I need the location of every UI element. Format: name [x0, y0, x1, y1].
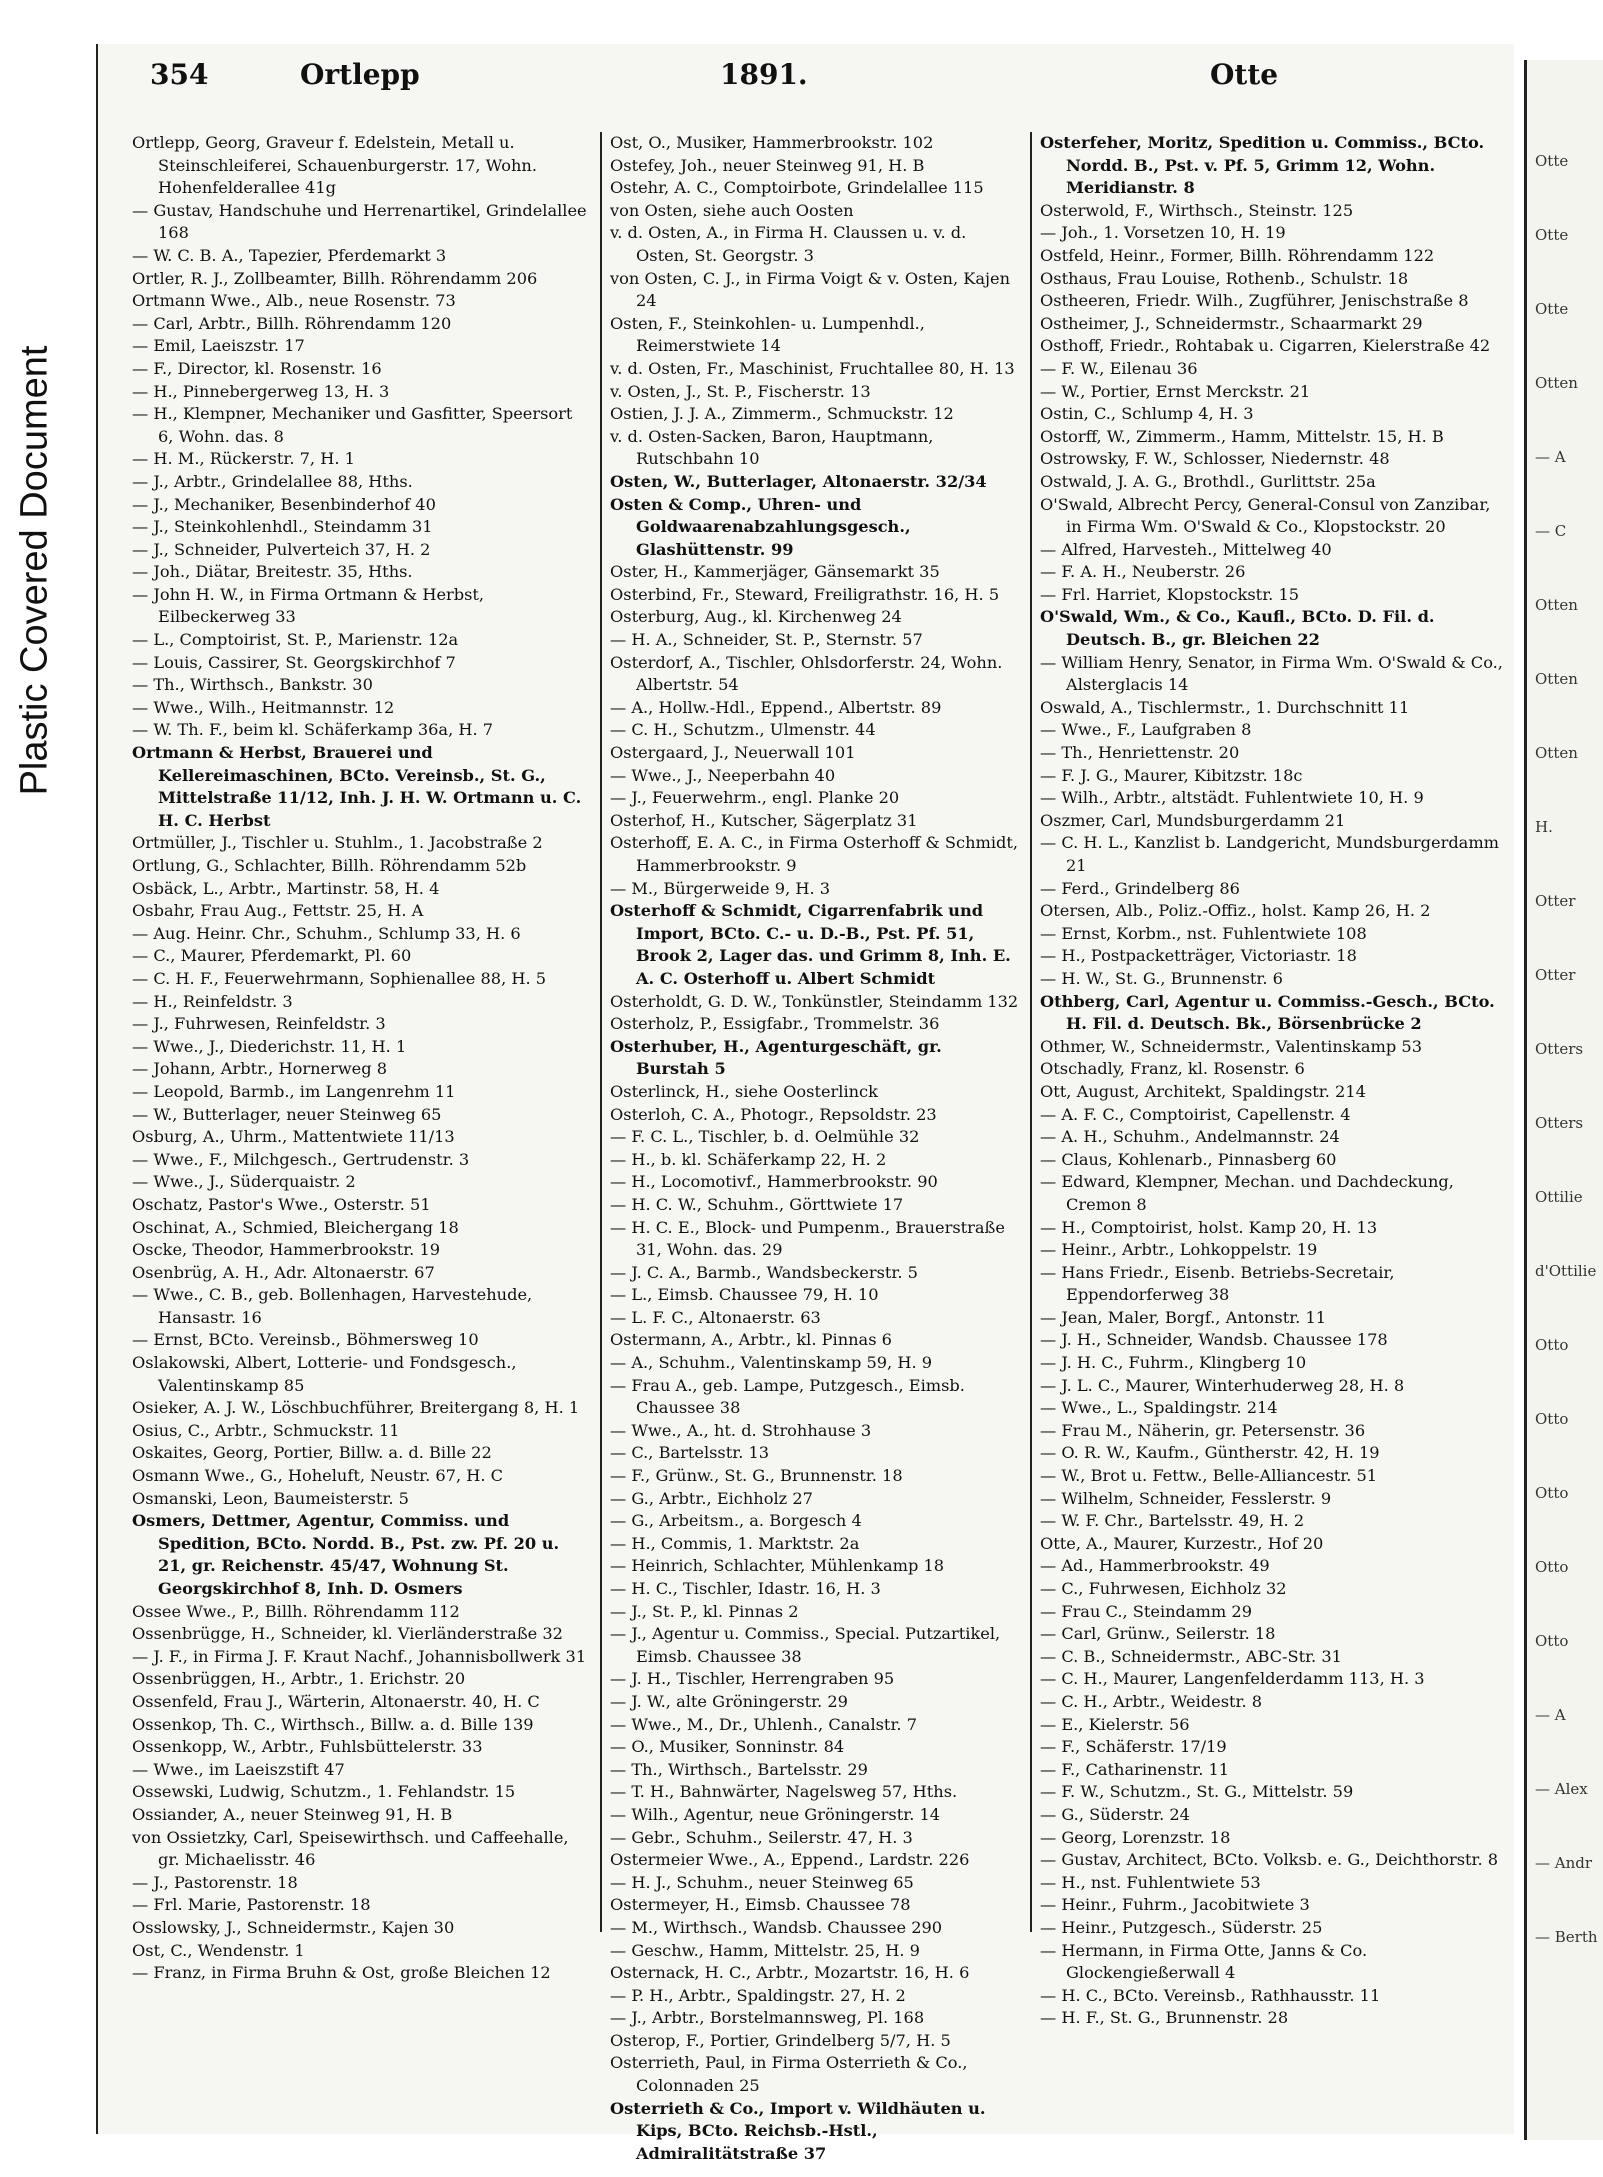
directory-entry: — C. H. F., Feuerwehrmann, Sophienallee 88, H. 5: [132, 968, 547, 988]
directory-entry: Osterrieth, Paul, in Firma Osterrieth & Co., Colonnaden 25: [610, 2053, 968, 2096]
directory-entry: — John H. W., in Firma Ortmann & Herbst, Eilbeckerweg 33: [132, 584, 485, 627]
directory-entry: — T. H., Bahnwärter, Nagelsweg 57, Hths.: [610, 1782, 958, 1802]
directory-entry: — A., Schuhm., Valentinskamp 59, H. 9: [610, 1353, 933, 1373]
directory-entry: von Osten, siehe auch Oosten: [610, 200, 854, 220]
directory-entry: — J. C. A., Barmb., Wandsbeckerstr. 5: [610, 1262, 918, 1282]
directory-entry: Ossiander, A., neuer Steinweg 91, H. B: [132, 1804, 453, 1824]
directory-entry: Osterwold, F., Wirthsch., Steinstr. 125: [1040, 200, 1354, 220]
directory-entry: Ossee Wwe., P., Billh. Röhrendamm 112: [132, 1601, 460, 1621]
directory-entry: — Wwe., J., Süderquaistr. 2: [132, 1172, 356, 1192]
adjacent-page-fragment: d'Ottilie: [1535, 1262, 1597, 1280]
directory-entry: — W. C. B. A., Tapezier, Pferdemarkt 3: [132, 245, 447, 265]
directory-entry: Ossenbrügge, H., Schneider, kl. Vierländerstraße 32: [132, 1624, 563, 1644]
directory-entry: — Hans Friedr., Eisenb. Betriebs-Secretair, Eppendorferweg 38: [1040, 1262, 1395, 1305]
page-number: 354: [150, 58, 209, 91]
directory-entry: — Frau A., geb. Lampe, Putzgesch., Eimsb. Chaussee 38: [610, 1375, 965, 1418]
directory-entry: — H., Klempner, Mechaniker und Gasfitter, Speersort 6, Wohn. das. 8: [132, 404, 573, 446]
directory-entry: — Wwe., L., Spaldingstr. 214: [1040, 1398, 1278, 1418]
directory-entry: Ortmann Wwe., Alb., neue Rosenstr. 73: [132, 291, 456, 311]
directory-entry: — H. C. W., Schuhm., Görttwiete 17: [610, 1194, 904, 1214]
directory-entry: Osterfeher, Moritz, Spedition u. Commiss., BCto. Nordd. B., Pst. v. Pf. 5, Grimm 12, Wohn. Meridianstr. 8: [1040, 133, 1485, 198]
directory-entry: Ostwald, J. A. G., Brothdl., Gurlittstr. 25a: [1040, 471, 1376, 491]
directory-entry: Osterbind, Fr., Steward, Freiligrathstr. 16, H. 5: [610, 584, 1000, 604]
directory-entry: — Wwe., Wilh., Heitmannstr. 12: [132, 697, 395, 717]
directory-entry: — H., Commis, 1. Marktstr. 2a: [610, 1533, 860, 1553]
directory-entry: Osterhoff, E. A. C., in Firma Osterhoff & Schmidt, Hammerbrookstr. 9: [610, 833, 1019, 875]
directory-entry: Osterburg, Aug., kl. Kirchenweg 24: [610, 607, 902, 627]
directory-entry: — H. C., Tischler, Idastr. 16, H. 3: [610, 1579, 881, 1598]
directory-entry: — C. H. L., Kanzlist b. Landgericht, Mundsburgerdamm 21: [1040, 833, 1500, 875]
directory-entry: v. d. Osten, Fr., Maschinist, Fruchtallee 80, H. 13: [610, 358, 1015, 378]
directory-entry: — H. C., BCto. Vereinsb., Rathhausstr. 11: [1040, 1985, 1381, 2005]
column-3: [1040, 132, 1510, 2072]
directory-entry: — H., Locomotivf., Hammerbrookstr. 90: [610, 1172, 938, 1192]
directory-entry: — H., Pinnebergerweg 13, H. 3: [132, 381, 390, 401]
directory-entry: — Wwe., M., Dr., Uhlenh., Canalstr. 7: [610, 1714, 917, 1734]
directory-entry: — W. Th. F., beim kl. Schäferkamp 36a, H. 7: [132, 720, 494, 740]
directory-entry: O'Swald, Albrecht Percy, General-Consul von Zanzibar, in Firma Wm. O'Swald & Co., Klopstockstr. 20: [1040, 494, 1491, 537]
directory-entry: Ostermann, A., Arbtr., kl. Pinnas 6: [610, 1330, 892, 1350]
adjacent-page-fragment: Otter: [1535, 966, 1576, 984]
directory-entry: Othberg, Carl, Agentur u. Commiss.-Gesch., BCto. H. Fil. d. Deutsch. Bk., Börsenbrücke 2: [1040, 991, 1495, 1034]
directory-entry: — E., Kielerstr. 56: [1040, 1714, 1190, 1734]
directory-entry: — F., Catharinenstr. 11: [1040, 1759, 1230, 1779]
directory-entry: v. d. Osten, A., in Firma H. Claussen u. v. d. Osten, St. Georgstr. 3: [610, 223, 967, 265]
directory-entry: Ostefey, Joh., neuer Steinweg 91, H. B: [610, 155, 925, 175]
directory-entry: — J. H. C., Fuhrm., Klingberg 10: [1040, 1353, 1307, 1373]
directory-entry: — C., Bartelsstr. 13: [610, 1443, 770, 1463]
directory-entry: Oschinat, A., Schmied, Bleichergang 18: [132, 1217, 459, 1237]
directory-entry: Oszmer, Carl, Mundsburgerdamm 21: [1040, 810, 1346, 830]
adjacent-page-fragment: Otters: [1535, 1040, 1584, 1058]
directory-entry: Ossenkopp, W., Arbtr., Fuhlsbüttelerstr. 33: [132, 1737, 483, 1757]
adjacent-page-fragment: Otte: [1535, 226, 1569, 244]
running-head: [0, 58, 1600, 118]
directory-entry: — Wilhelm, Schneider, Fesslerstr. 9: [1040, 1488, 1332, 1508]
column-rule: [1030, 132, 1032, 1932]
directory-entry: — W., Brot u. Fettw., Belle-Alliancestr. 51: [1040, 1466, 1378, 1486]
directory-entry: — Frl. Harriet, Klopstockstr. 15: [1040, 584, 1300, 604]
column-rule: [600, 132, 602, 1932]
directory-entry: — Wwe., C. B., geb. Bollenhagen, Harvestehude, Hansastr. 16: [132, 1285, 533, 1327]
directory-entry: — H., Postpacketträger, Victoriastr. 18: [1040, 946, 1357, 966]
directory-entry: Oskaites, Georg, Portier, Billw. a. d. Bille 22: [132, 1443, 492, 1463]
directory-entry: — L. F. C., Altonaerstr. 63: [610, 1307, 821, 1327]
directory-entry: Ossenbrüggen, H., Arbtr., 1. Erichstr. 20: [132, 1669, 466, 1689]
directory-entry: — H. J., Schuhm., neuer Steinweg 65: [610, 1872, 914, 1892]
directory-entry: — Jean, Maler, Borgf., Antonstr. 11: [1040, 1307, 1327, 1327]
adjacent-page-fragment: Otten: [1535, 374, 1578, 392]
directory-entry: — J. F., in Firma J. F. Kraut Nachf., Johannisbollwerk 31: [132, 1646, 587, 1666]
directory-entry: Ossenkop, Th. C., Wirthsch., Billw. a. d. Bille 139: [132, 1714, 534, 1734]
directory-entry: — Claus, Kohlenarb., Pinnasberg 60: [1040, 1149, 1337, 1169]
adjacent-page-fragment: Otto: [1535, 1632, 1569, 1650]
directory-entry: Osterhoff & Schmidt, Cigarrenfabrik und Import, BCto. C.- u. D.-B., Pst. Pf. 51, Brook 2, Lager das. und Grimm 8, Inh. E. A. C. Osterhoff u. Albert Schmidt: [610, 901, 1011, 988]
directory-entry: — Alfred, Harvesteh., Mittelweg 40: [1040, 539, 1332, 559]
directory-entry: — Th., Wirthsch., Bartelsstr. 29: [610, 1759, 868, 1779]
directory-entry: — William Henry, Senator, in Firma Wm. O'Swald & Co., Alsterglacis 14: [1040, 652, 1503, 695]
directory-entry: Osius, C., Arbtr., Schmuckstr. 11: [132, 1420, 400, 1440]
adjacent-page-fragment: Otto: [1535, 1558, 1569, 1576]
directory-entry: Otersen, Alb., Poliz.-Offiz., holst. Kamp 26, H. 2: [1040, 901, 1431, 921]
directory-entry: Ostin, C., Schlump 4, H. 3: [1040, 404, 1254, 424]
adjacent-page-strip: [1524, 60, 1603, 2140]
directory-entry: Ost, C., Wendenstr. 1: [132, 1940, 305, 1960]
directory-entry: — Geschw., Hamm, Mittelstr. 25, H. 9: [610, 1940, 920, 1960]
directory-entry: Osterhof, H., Kutscher, Sägerplatz 31: [610, 810, 918, 830]
directory-entry: Osternack, H. C., Arbtr., Mozartstr. 16, H. 6: [610, 1963, 970, 1983]
directory-entry: — Edward, Klempner, Mechan. und Dachdeckung, Cremon 8: [1040, 1172, 1454, 1214]
directory-entry: — J., St. P., kl. Pinnas 2: [610, 1601, 799, 1621]
directory-entry: — Hermann, in Firma Otte, Janns & Co. Glockengießerwall 4: [1040, 1940, 1368, 1983]
directory-entry: — H., b. kl. Schäferkamp 22, H. 2: [610, 1149, 887, 1169]
directory-entry: Ossewski, Ludwig, Schutzm., 1. Fehlandstr. 15: [132, 1782, 516, 1802]
directory-entry: — Gustav, Architect, BCto. Volksb. e. G., Deichthorstr. 8: [1040, 1850, 1499, 1870]
directory-entry: — Frau C., Steindamm 29: [1040, 1601, 1253, 1621]
directory-entry: — L., Eimsb. Chaussee 79, H. 10: [610, 1285, 879, 1305]
directory-entry: — Franz, in Firma Bruhn & Ost, große Bleichen 12: [132, 1963, 551, 1983]
adjacent-page-fragment: Otto: [1535, 1336, 1569, 1354]
directory-entry: Ostfeld, Heinr., Former, Billh. Röhrendamm 122: [1040, 245, 1435, 265]
directory-entry: — Aug. Heinr. Chr., Schuhm., Schlump 33, H. 6: [132, 923, 521, 943]
column-1: [132, 132, 592, 2072]
directory-entry: — Louis, Cassirer, St. Georgskirchhof 7: [132, 652, 456, 672]
adjacent-page-fragment: Ottilie: [1535, 1188, 1583, 1206]
directory-entry: Oster, H., Kammerjäger, Gänsemarkt 35: [610, 562, 940, 582]
directory-entry: Ortmüller, J., Tischler u. Stuhlm., 1. Jacobstraße 2: [132, 833, 543, 853]
directory-entry: — J. L. C., Maurer, Winterhuderweg 28, H. 8: [1040, 1375, 1405, 1395]
directory-entry: — C. B., Schneidermstr., ABC-Str. 31: [1040, 1646, 1342, 1666]
directory-entry: — A. H., Schuhm., Andelmannstr. 24: [1040, 1127, 1340, 1147]
directory-entry: Osbahr, Frau Aug., Fettstr. 25, H. A: [132, 901, 424, 921]
directory-entry: — Wwe., J., Neeperbahn 40: [610, 765, 836, 785]
directory-entry: — Wwe., F., Milchgesch., Gertrudenstr. 3: [132, 1149, 470, 1169]
year-heading: 1891.: [720, 58, 808, 91]
directory-entry: Ostermeier Wwe., A., Eppend., Lardstr. 226: [610, 1850, 970, 1870]
directory-entry: Osslowsky, J., Schneidermstr., Kajen 30: [132, 1917, 455, 1937]
directory-entry: — J., Arbtr., Borstelmannsweg, Pl. 168: [610, 2008, 925, 2028]
directory-entry: Oscke, Theodor, Hammerbrookstr. 19: [132, 1240, 441, 1260]
adjacent-page-fragment: Otters: [1535, 1114, 1584, 1132]
directory-entry: — A. F. C., Comptoirist, Capellenstr. 4: [1040, 1104, 1351, 1124]
catchword-right: Otte: [1210, 58, 1279, 91]
directory-entry: — Frl. Marie, Pastorenstr. 18: [132, 1895, 371, 1915]
directory-entry: — A., Hollw.-Hdl., Eppend., Albertstr. 89: [610, 697, 942, 717]
directory-entry: — J., Arbtr., Grindelallee 88, Hths.: [132, 471, 413, 491]
directory-entry: — J., Schneider, Pulverteich 37, H. 2: [132, 539, 431, 559]
directory-entry: — G., Süderstr. 24: [1040, 1804, 1190, 1824]
directory-entry: Ostehr, A. C., Comptoirbote, Grindelallee 115: [610, 178, 984, 198]
directory-entry: — Heinr., Putzgesch., Süderstr. 25: [1040, 1917, 1323, 1937]
directory-entry: — O., Musiker, Sonninstr. 84: [610, 1737, 845, 1757]
directory-entry: Osbäck, L., Arbtr., Martinstr. 58, H. 4: [132, 878, 440, 898]
adjacent-page-fragment: — A: [1535, 1706, 1566, 1724]
directory-entry: — H. C. E., Block- und Pumpenm., Brauerstraße 31, Wohn. das. 29: [610, 1217, 1005, 1260]
directory-entry: — C. H., Maurer, Langenfelderdamm 113, H. 3: [1040, 1669, 1425, 1689]
side-label-text: Plastic Covered Document: [13, 345, 56, 795]
directory-entry: Ostorff, W., Zimmerm., Hamm, Mittelstr. 15, H. B: [1040, 426, 1444, 446]
directory-entry: — C., Fuhrwesen, Eichholz 32: [1040, 1579, 1287, 1598]
directory-entry: Osten & Comp., Uhren- und Goldwaarenabzahlungsgesch., Glashüttenstr. 99: [610, 494, 911, 559]
directory-entry: Ostheimer, J., Schneidermstr., Schaarmarkt 29: [1040, 313, 1423, 333]
directory-entry: Osenbrüg, A. H., Adr. Altonaerstr. 67: [132, 1262, 435, 1282]
directory-entry: — Ad., Hammerbrookstr. 49: [1040, 1556, 1270, 1576]
directory-entry: Ost, O., Musiker, Hammerbrookstr. 102: [610, 133, 934, 152]
directory-entry: Osterop, F., Portier, Grindelberg 5/7, H. 5: [610, 2030, 951, 2050]
directory-entry: — Carl, Grünw., Seilerstr. 18: [1040, 1624, 1276, 1644]
adjacent-page-fragment: Otto: [1535, 1484, 1569, 1502]
adjacent-page-fragment: — A: [1535, 448, 1566, 466]
directory-entry: — Ferd., Grindelberg 86: [1040, 878, 1240, 898]
directory-entry: — W., Portier, Ernst Merckstr. 21: [1040, 381, 1311, 401]
directory-entry: — Wilh., Agentur, neue Gröningerstr. 14: [610, 1804, 941, 1824]
directory-entry: — Wwe., J., Diederichstr. 11, H. 1: [132, 1036, 407, 1056]
adjacent-page-fragment: Otte: [1535, 152, 1569, 170]
directory-entry: Osmann Wwe., G., Hoheluft, Neustr. 67, H. C: [132, 1466, 504, 1486]
directory-entry: — Wwe., im Laeiszstift 47: [132, 1759, 345, 1779]
directory-entry: — G., Arbeitsm., a. Borgesch 4: [610, 1511, 862, 1531]
directory-entry: — F. W., Schutzm., St. G., Mittelstr. 59: [1040, 1782, 1354, 1802]
directory-entry: von Ossietzky, Carl, Speisewirthsch. und Caffeehalle, gr. Michaelisstr. 46: [132, 1827, 569, 1870]
directory-entry: — W. F. Chr., Bartelsstr. 49, H. 2: [1040, 1511, 1305, 1531]
adjacent-page-fragment: Otten: [1535, 596, 1578, 614]
adjacent-page-fragment: Otten: [1535, 670, 1578, 688]
directory-entry: — J., Fuhrwesen, Reinfeldstr. 3: [132, 1014, 386, 1034]
directory-entry: — Wwe., A., ht. d. Strohhause 3: [610, 1420, 872, 1440]
directory-entry: Ostien, J. J. A., Zimmerm., Schmuckstr. 12: [610, 404, 954, 424]
directory-entry: — Wwe., F., Laufgraben 8: [1040, 720, 1252, 740]
directory-entry: — H. A., Schneider, St. P., Sternstr. 57: [610, 630, 923, 650]
directory-entry: — G., Arbtr., Eichholz 27: [610, 1488, 813, 1508]
directory-entry: — J., Steinkohlenhdl., Steindamm 31: [132, 517, 433, 537]
directory-entry: — H. F., St. G., Brunnenstr. 28: [1040, 2008, 1289, 2028]
directory-entry: Osterloh, C. A., Photogr., Repsoldstr. 23: [610, 1104, 937, 1124]
directory-entry: Osieker, A. J. W., Löschbuchführer, Breitergang 8, H. 1: [132, 1398, 580, 1418]
directory-entry: — Th., Henriettenstr. 20: [1040, 743, 1240, 763]
directory-entry: — W., Butterlager, neuer Steinweg 65: [132, 1104, 442, 1124]
directory-entry: Ortler, R. J., Zollbeamter, Billh. Röhrendamm 206: [132, 268, 538, 288]
directory-entry: Osmanski, Leon, Baumeisterstr. 5: [132, 1488, 409, 1508]
directory-entry: Oschatz, Pastor's Wwe., Osterstr. 51: [132, 1194, 431, 1214]
adjacent-page-fragment: — C: [1535, 522, 1567, 540]
directory-entry: — J., Pastorenstr. 18: [132, 1872, 298, 1892]
catchword-left: Ortlepp: [300, 58, 420, 91]
directory-entry: v. d. Osten-Sacken, Baron, Hauptmann, Rutschbahn 10: [610, 426, 934, 469]
directory-entry: Ostheeren, Friedr. Wilh., Zugführer, Jenischstraße 8: [1040, 291, 1469, 311]
directory-entry: Osterholdt, G. D. W., Tonkünstler, Steindamm 132: [610, 991, 1019, 1011]
directory-entry: Oslakowski, Albert, Lotterie- und Fondsgesch., Valentinskamp 85: [132, 1353, 517, 1395]
directory-entry: — Leopold, Barmb., im Langenrehm 11: [132, 1081, 456, 1101]
directory-entry: Ortlepp, Georg, Graveur f. Edelstein, Metall u. Steinschleiferei, Schauenburgerstr. 17, Wohn. Hohenfelderallee 41g: [132, 133, 537, 198]
directory-entry: — F., Schäferstr. 17/19: [1040, 1737, 1227, 1757]
directory-entry: — M., Bürgerweide 9, H. 3: [610, 878, 831, 898]
adjacent-page-fragment: Otten: [1535, 744, 1578, 762]
directory-entry: Osthoff, Friedr., Rohtabak u. Cigarren, Kielerstraße 42: [1040, 336, 1491, 356]
directory-entry: Osten, F., Steinkohlen- u. Lumpenhdl., Reimerstwiete 14: [610, 313, 925, 356]
directory-entry: — Georg, Lorenzstr. 18: [1040, 1827, 1231, 1847]
directory-entry: — Ernst, BCto. Vereinsb., Böhmersweg 10: [132, 1330, 479, 1350]
directory-entry: — J. W., alte Gröningerstr. 29: [610, 1691, 848, 1711]
directory-entry: — Heinr., Fuhrm., Jacobitwiete 3: [1040, 1895, 1310, 1915]
directory-entry: Ostrowsky, F. W., Schlosser, Niedernstr. 48: [1040, 449, 1390, 469]
plastic-cover-label: [0, 120, 70, 1020]
directory-entry: Osburg, A., Uhrm., Mattentwiete 11/13: [132, 1127, 455, 1147]
directory-entry: — J. H., Schneider, Wandsb. Chaussee 178: [1040, 1330, 1388, 1350]
directory-entry: — F. C. L., Tischler, b. d. Oelmühle 32: [610, 1127, 920, 1147]
directory-entry: — Gustav, Handschuhe und Herrenartikel, Grindelallee 168: [132, 200, 587, 243]
directory-entry: Ossenfeld, Frau J., Wärterin, Altonaerstr. 40, H. C: [132, 1691, 540, 1711]
directory-entry: — F., Grünw., St. G., Brunnenstr. 18: [610, 1466, 903, 1486]
adjacent-page-fragment: — Berth: [1535, 1928, 1598, 1946]
adjacent-page-fragment: — Alex: [1535, 1780, 1588, 1798]
directory-entry: Ostermeyer, H., Eimsb. Chaussee 78: [610, 1895, 911, 1915]
directory-entry: Otte, A., Maurer, Kurzestr., Hof 20: [1040, 1533, 1324, 1553]
directory-entry: Ortlung, G., Schlachter, Billh. Röhrendamm 52b: [132, 856, 527, 875]
directory-entry: — H., Reinfeldstr. 3: [132, 991, 293, 1011]
directory-entry: — Gebr., Schuhm., Seilerstr. 47, H. 3: [610, 1827, 913, 1847]
directory-entry: Otschadly, Franz, kl. Rosenstr. 6: [1040, 1059, 1305, 1079]
directory-entry: O'Swald, Wm., & Co., Kaufl., BCto. D. Fil. d. Deutsch. B., gr. Bleichen 22: [1040, 607, 1435, 650]
directory-entry: — H., Comptoirist, holst. Kamp 20, H. 13: [1040, 1217, 1378, 1237]
directory-entry: Othmer, W., Schneidermstr., Valentinskamp 53: [1040, 1036, 1422, 1056]
adjacent-page-fragment: Otter: [1535, 892, 1576, 910]
directory-entry: Osthaus, Frau Louise, Rothenb., Schulstr. 18: [1040, 268, 1409, 288]
directory-entry: — H. M., Rückerstr. 7, H. 1: [132, 449, 355, 469]
directory-entry: — Wilh., Arbtr., altstädt. Fuhlentwiete 10, H. 9: [1040, 788, 1424, 808]
directory-entry: Osterdorf, A., Tischler, Ohlsdorferstr. 24, Wohn. Albertstr. 54: [610, 652, 1003, 695]
directory-entry: — J., Feuerwehrm., engl. Planke 20: [610, 788, 900, 808]
directory-entry: — C. H., Arbtr., Weidestr. 8: [1040, 1691, 1263, 1711]
directory-entry: — F. A. H., Neuberstr. 26: [1040, 562, 1246, 582]
directory-entry: Osmers, Dettmer, Agentur, Commiss. und Spedition, BCto. Nordd. B., Pst. zw. Pf. 20 u. 21, gr. Reichenstr. 45/47, Wohnung St. Georgskirchhof 8, Inh. D. Osmers: [132, 1511, 560, 1598]
directory-entry: Osterlinck, H., siehe Oosterlinck: [610, 1081, 878, 1101]
directory-entry: Osterholz, P., Essigfabr., Trommelstr. 36: [610, 1014, 940, 1034]
directory-entry: — Th., Wirthsch., Bankstr. 30: [132, 675, 373, 695]
directory-entry: Ortmann & Herbst, Brauerei und Kellereimaschinen, BCto. Vereinsb., St. G., Mittelstraße 11/12, Inh. J. H. W. Ortmann u. C. H. C. Herbst: [132, 743, 582, 830]
directory-entry: Osterrieth & Co., Import v. Wildhäuten u. Kips, BCto. Reichsb.-Hstl., Admiralitätstraße 37: [610, 2098, 986, 2163]
directory-entry: — H. W., St. G., Brunnenstr. 6: [1040, 968, 1283, 988]
directory-entry: — Carl, Arbtr., Billh. Röhrendamm 120: [132, 313, 452, 333]
directory-entry: — Joh., 1. Vorsetzen 10, H. 19: [1040, 223, 1286, 243]
directory-entry: — Emil, Laeiszstr. 17: [132, 336, 305, 356]
directory-entry: Osterhuber, H., Agenturgeschäft, gr. Burstah 5: [610, 1036, 942, 1079]
directory-entry: Ott, August, Architekt, Spaldingstr. 214: [1040, 1081, 1366, 1101]
directory-entry: — J. H., Tischler, Herrengraben 95: [610, 1669, 895, 1689]
directory-entry: Ostergaard, J., Neuerwall 101: [610, 743, 856, 763]
directory-entry: — Johann, Arbtr., Hornerweg 8: [132, 1059, 388, 1079]
directory-entry: — Joh., Diätar, Breitestr. 35, Hths.: [132, 562, 413, 582]
directory-entry: — C., Maurer, Pferdemarkt, Pl. 60: [132, 946, 412, 966]
directory-entry: — Heinr., Arbtr., Lohkoppelstr. 19: [1040, 1240, 1318, 1260]
directory-entry: — Ernst, Korbm., nst. Fuhlentwiete 108: [1040, 923, 1367, 943]
adjacent-page-fragment: H.: [1535, 818, 1553, 836]
directory-entry: — J., Mechaniker, Besenbinderhof 40: [132, 494, 436, 514]
adjacent-page-fragment: Otto: [1535, 1410, 1569, 1428]
directory-entry: Oswald, A., Tischlermstr., 1. Durchschnitt 11: [1040, 697, 1410, 717]
directory-entry: — J., Agentur u. Commiss., Special. Putzartikel, Eimsb. Chaussee 38: [610, 1624, 1001, 1666]
directory-entry: — M., Wirthsch., Wandsb. Chaussee 290: [610, 1917, 943, 1937]
directory-entry: v. Osten, J., St. P., Fischerstr. 13: [610, 381, 871, 401]
directory-entry: von Osten, C. J., in Firma Voigt & v. Osten, Kajen 24: [610, 268, 1011, 311]
directory-entry: — H., nst. Fuhlentwiete 53: [1040, 1872, 1261, 1892]
directory-entry: — Frau M., Näherin, gr. Petersenstr. 36: [1040, 1420, 1366, 1440]
column-2: [610, 132, 1020, 2163]
directory-entry: — C. H., Schutzm., Ulmenstr. 44: [610, 720, 876, 740]
adjacent-page-fragment: Otte: [1535, 300, 1569, 318]
adjacent-page-fragment: — Andr: [1535, 1854, 1593, 1872]
directory-entry: — F., Director, kl. Rosenstr. 16: [132, 358, 382, 378]
directory-entry: — O. R. W., Kaufm., Güntherstr. 42, H. 19: [1040, 1443, 1380, 1463]
directory-entry: — F. J. G., Maurer, Kibitzstr. 18c: [1040, 765, 1303, 785]
directory-entry: — F. W., Eilenau 36: [1040, 358, 1198, 378]
directory-entry: — Heinrich, Schlachter, Mühlenkamp 18: [610, 1556, 945, 1576]
directory-entry: — P. H., Arbtr., Spaldingstr. 27, H. 2: [610, 1985, 906, 2005]
directory-entry: Osten, W., Butterlager, Altonaerstr. 32/34: [610, 471, 987, 491]
directory-entry: — L., Comptoirist, St. P., Marienstr. 12a: [132, 630, 459, 650]
